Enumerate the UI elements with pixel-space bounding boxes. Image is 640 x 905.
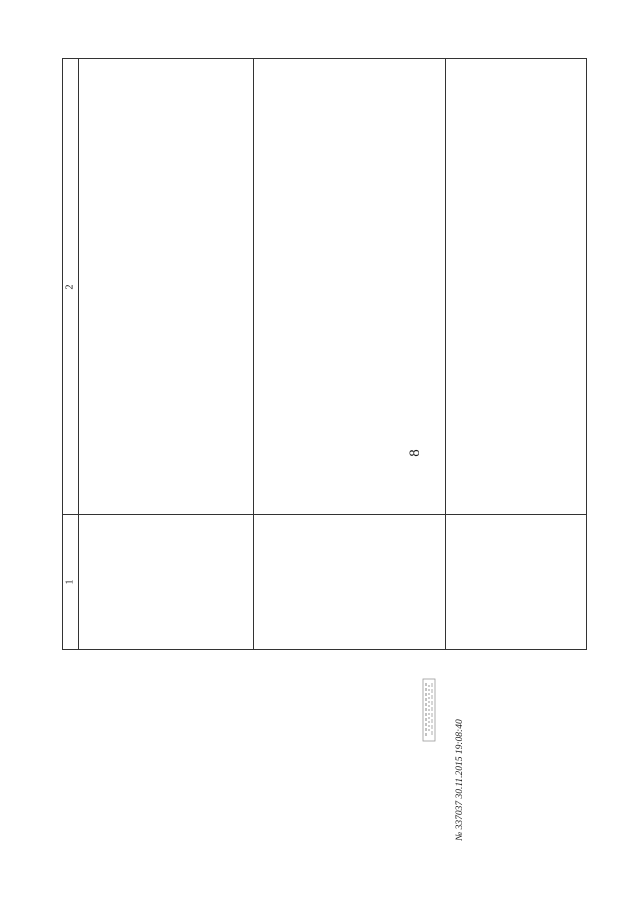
table-row-1-name-cell — [79, 515, 252, 650]
document-table — [62, 58, 587, 650]
table-row-3-name-cell — [446, 515, 587, 650]
registration-number: № 337037 30.11.2015 19:08:40 — [455, 719, 465, 841]
table-row-3-text-cell — [446, 59, 587, 514]
table-row-1-text-cell — [79, 59, 252, 514]
registration-stamp — [420, 675, 438, 745]
table-row-2-name-cell — [254, 515, 444, 650]
table-row-2-text-cell — [254, 59, 444, 514]
column-header-label: 1 — [64, 579, 76, 585]
column-header-1 — [63, 514, 78, 650]
stamp-icon — [420, 675, 438, 745]
document-footer — [452, 700, 468, 860]
column-header-2 — [63, 59, 78, 514]
page-number: 8 — [407, 449, 423, 457]
column-header-label: 2 — [64, 284, 76, 289]
